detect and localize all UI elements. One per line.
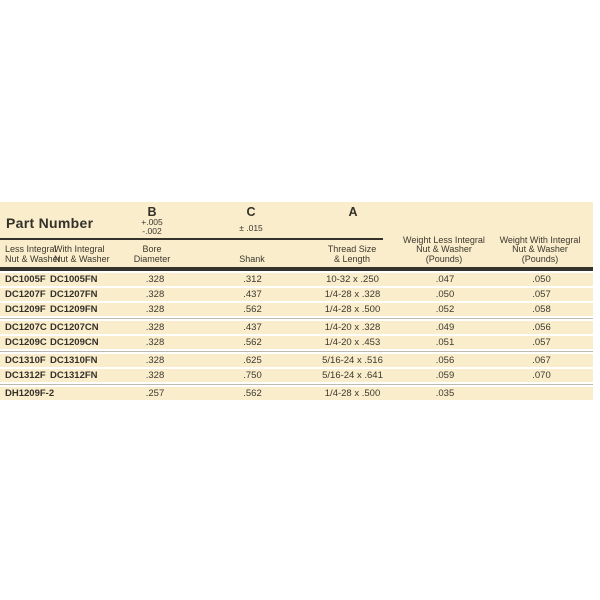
cell-shank: .750 [243,370,262,381]
cell-part-number-less: DC1207C [5,322,47,333]
cell-thread-size: 5/16-24 x .641 [322,370,383,381]
subheader-weight-with [500,236,581,265]
cell-weight-with: .057 [532,289,551,300]
cell-weight-with: .058 [532,304,551,315]
cell-weight-with: .050 [532,274,551,285]
subheader-weight-less-line3: (Pounds) [425,253,463,264]
subheader-thread-line1: Thread Size [327,244,377,254]
cell-bore-diameter: .328 [145,289,165,300]
cell-weight-with: .070 [532,370,551,381]
table-row [0,288,593,301]
cell-part-number-with: DC1207FN [50,289,98,300]
subheader-bore-diameter [134,245,171,264]
table-row [0,273,593,286]
subheader-weight-less [403,236,485,265]
subheader-with-integral [54,245,110,264]
cell-weight-with: .057 [532,337,551,348]
table-row [0,354,593,367]
cell-part-number-with: DC1209CN [50,337,99,348]
cell-bore-diameter: .328 [145,304,165,315]
subheader-bore-line1: Bore [142,244,162,254]
cell-part-number-less: DH1209F-2 [5,388,55,399]
subheader-shank [239,255,265,265]
column-c-tolerance: ± .015 [239,223,263,233]
cell-weight-less: .035 [435,388,455,399]
cell-bore-diameter: .328 [145,355,165,366]
subheader-less-integral-line2: Nut & Washer [5,253,61,264]
cell-shank: .437 [243,322,262,333]
subheader-shank-line1: Shank [239,253,265,264]
cell-part-number-less: DC1209C [5,337,47,348]
cell-part-number-with: DC1005FN [50,274,98,285]
cell-shank: .625 [243,355,262,366]
table-row [0,336,593,349]
subheader-weight-less-line1: Weight Less Integral [403,234,485,245]
cell-weight-less: .049 [435,322,455,333]
cell-thread-size: 1/4-28 x .500 [324,304,381,315]
cell-thread-size: 5/16-24 x .516 [322,355,383,366]
cell-part-number-less: DC1005F [5,274,46,285]
cell-part-number-less: DC1312F [5,370,46,381]
cell-part-number-with: DC1310FN [50,355,98,366]
column-a-letter: A [348,205,358,219]
cell-bore-diameter: .328 [145,322,165,333]
part-number-title: Part Number [6,215,94,231]
cell-bore-diameter: .257 [145,388,165,399]
subheader-thread-line2: & Length [333,253,371,264]
column-c-letter: C [246,205,256,219]
parts-spec-table [0,202,593,400]
header-divider-rule [0,238,383,240]
cell-thread-size: 10-32 x .250 [326,274,379,285]
cell-bore-diameter: .328 [145,370,165,381]
cell-weight-less: .047 [435,274,455,285]
cell-weight-less: .051 [435,337,455,348]
cell-weight-with: .067 [532,355,551,366]
subheader-with-integral-line2: Nut & Washer [54,253,110,264]
cell-shank: .562 [243,337,262,348]
cell-weight-less: .050 [435,289,455,300]
cell-bore-diameter: .328 [145,337,165,348]
cell-weight-less: .059 [435,370,455,381]
table-row [0,321,593,334]
cell-part-number-less: DC1207F [5,289,46,300]
subheader-weight-with-line3: (Pounds) [521,253,559,264]
cell-part-number-with: DC1209FN [50,304,98,315]
cell-bore-diameter: .328 [145,274,165,285]
column-b-letter: B [147,205,157,219]
cell-thread-size: 1/4-20 x .328 [324,322,381,333]
column-b-tolerance-plus: +.005 [141,217,163,227]
cell-part-number-less: DC1310F [5,355,46,366]
subheader-bore-line2: Diameter [133,253,171,264]
table-header [0,202,593,267]
cell-part-number-with: DC1207CN [50,322,99,333]
subheader-weight-less-line2: Nut & Washer [416,244,472,254]
cell-shank: .312 [243,274,262,285]
subheader-thread-size [328,245,377,264]
cell-shank: .562 [243,304,262,315]
table-row [0,369,593,382]
table-row [0,303,593,316]
cell-shank: .437 [243,289,262,300]
cell-weight-less: .056 [435,355,455,366]
subheader-with-integral-line1: With Integral [54,244,105,254]
cell-part-number-less: DC1209F [5,304,46,315]
cell-part-number-with: DC1312FN [50,370,98,381]
cell-thread-size: 1/4-28 x .500 [324,388,381,399]
cell-weight-with: .056 [532,322,551,333]
cell-shank: .562 [243,388,262,399]
column-b-header [141,206,163,235]
subheader-weight-with-line1: Weight With Integral [499,234,581,245]
column-c-header [239,206,263,233]
column-a-header [348,206,357,218]
table-row [0,387,593,400]
cell-weight-less: .052 [435,304,455,315]
column-b-tolerance-minus: -.002 [142,225,162,236]
cell-thread-size: 1/4-20 x .453 [324,337,381,348]
subheader-less-integral [5,245,61,264]
subheader-weight-with-line2: Nut & Washer [512,244,568,254]
cell-thread-size: 1/4-28 x .328 [324,289,381,300]
subheader-less-integral-line1: Less Integral [5,244,57,254]
